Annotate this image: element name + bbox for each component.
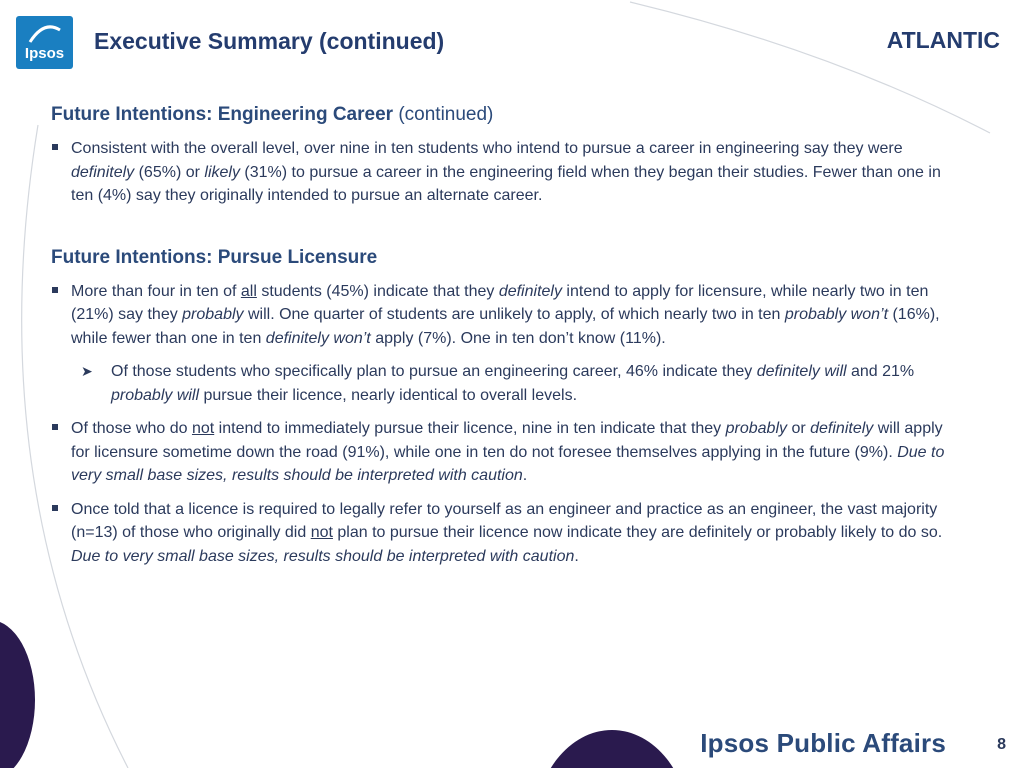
decor-circle-bottom xyxy=(534,730,690,768)
heading-bold-text: Future Intentions: Engineering Career xyxy=(51,104,394,125)
text-italic: definitely xyxy=(810,420,874,437)
text-italic: Due to very small base sizes, results should be interpreted with caution xyxy=(71,443,945,484)
text: (31%) to pursue a career in the engineering field when they began their studies. Fewer than one in ten (4%) say they originally intended to pursue an alternate career. xyxy=(71,163,941,204)
bullet-square-icon xyxy=(52,424,58,430)
heading-normal-text: (continued) xyxy=(393,104,494,125)
bullet-licence-required xyxy=(51,498,961,569)
bullet-square-icon xyxy=(52,287,58,293)
text: students (45%) indicate that they xyxy=(256,282,499,300)
text-italic: probably xyxy=(725,420,787,437)
text: or xyxy=(787,420,811,437)
text: pursue their licence, nearly identical to overall levels. xyxy=(199,386,578,404)
text: intend to immediately pursue their licence, nine in ten indicate that they xyxy=(214,420,726,437)
text: Once told that a licence is required to legally refer to yourself as an engineer and practice as an engineer, the vast majority (n=13) of those who originally did xyxy=(71,500,938,541)
section-heading-engineering-career xyxy=(51,103,961,127)
text: . xyxy=(522,467,528,484)
text: More than four in ten of xyxy=(71,282,241,300)
text: intend to apply for licensure, while nearly two in ten (21%) say they xyxy=(71,282,929,323)
text: plan to pursue their licence now indicate they are definitely or probably likely to do so. xyxy=(332,524,943,541)
text-italic: probably won’t xyxy=(784,306,889,323)
text-italic: probably xyxy=(182,306,244,323)
text: (16%), while fewer than one in ten xyxy=(71,306,940,347)
bullet-square-icon xyxy=(52,505,58,511)
page-title: Executive Summary (continued) xyxy=(94,28,445,54)
text-italic: Due to very small base sizes, results should be interpreted with caution xyxy=(71,547,575,565)
arrow-bullet-icon: ➤ xyxy=(81,363,93,379)
bullet-square-icon xyxy=(52,144,58,150)
text: will. One quarter of students are unlikely to apply, of which nearly two in ten xyxy=(243,306,785,323)
logo-text: Ipsos xyxy=(24,45,65,62)
logo-swoosh-icon xyxy=(26,24,64,46)
text-underline: not xyxy=(191,420,215,437)
text-italic: probably will xyxy=(111,386,200,404)
main-content xyxy=(51,103,961,578)
ipsos-logo xyxy=(16,16,73,69)
text-italic: definitely xyxy=(498,282,562,300)
text: apply (7%). One in ten don’t know (11%). xyxy=(370,329,666,347)
text-italic: definitely won’t xyxy=(265,329,371,347)
text-underline: all xyxy=(240,282,257,300)
text-italic: definitely xyxy=(71,163,135,181)
section-heading-licensure: Future Intentions: Pursue Licensure xyxy=(51,246,378,268)
text: Of those students who specifically plan to pursue an engineering career, 46% indicate they xyxy=(111,363,757,380)
page-number: 8 xyxy=(997,736,1006,753)
bullet-engineering-consistency xyxy=(51,137,961,208)
text: . xyxy=(574,547,579,565)
text: Consistent with the overall level, over nine in ten students who intend to pursue a career in engineering say they were xyxy=(71,140,903,157)
decor-circle-left xyxy=(0,620,35,768)
region-label: ATLANTIC xyxy=(886,27,1000,53)
text-italic: definitely will xyxy=(756,363,847,380)
bullet-licensure-overall xyxy=(51,280,961,351)
text: will apply for licensure sometime down the road (91%), while one in ten do not foresee themselves applying in the future (9%). xyxy=(71,420,943,461)
text-italic: likely xyxy=(204,163,240,181)
text: and 21% xyxy=(846,363,915,380)
footer-brand: Ipsos Public Affairs xyxy=(700,728,946,758)
text: (65%) or xyxy=(134,163,205,181)
bullet-not-pursuing xyxy=(51,417,961,488)
text-underline: not xyxy=(310,524,333,541)
text: Of those who do xyxy=(71,420,192,437)
sub-bullet-engineering-career xyxy=(51,360,961,407)
